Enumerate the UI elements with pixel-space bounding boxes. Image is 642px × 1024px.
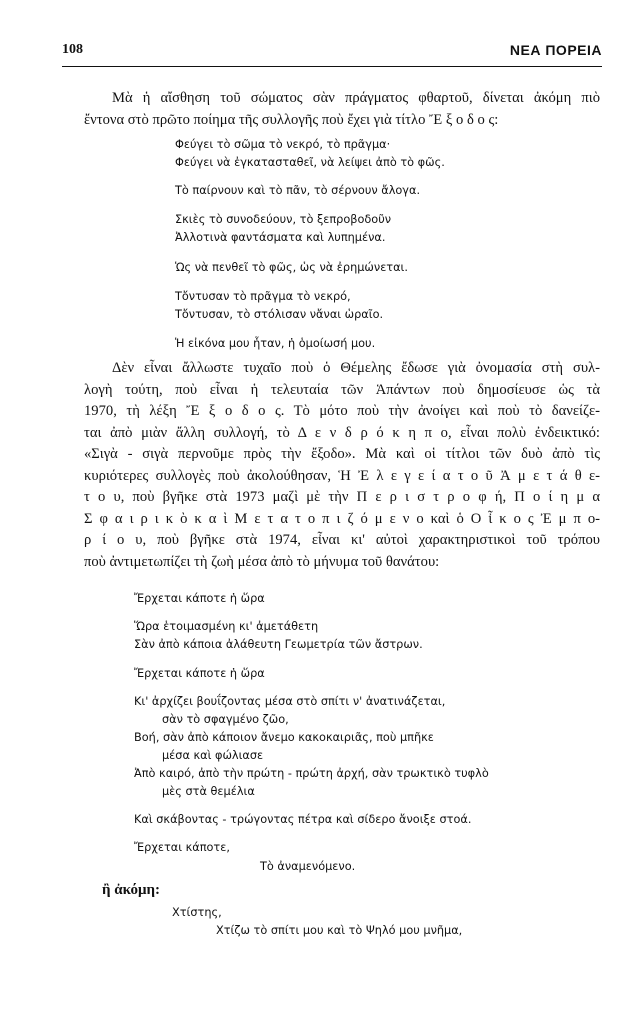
journal-title: ΝΕΑ ΠΟΡΕΙΑ (509, 42, 602, 58)
also-label: ἢ ἀκόμη: (102, 882, 161, 898)
poem-line: μέσα καὶ φώλιασε (162, 749, 264, 762)
poem-line: Χτίστης, (172, 906, 222, 919)
intro-line: ἔντονα στὸ πρῶτο ποίημα τῆς συλλογῆς ποὺ ἔχει γιὰ τίτλο Ἔ ξ ο δ ο ς: (84, 111, 499, 128)
poem-line: Κι' ἀρχίζει βουΐζοντας μέσα στὸ σπίτι ν' ἀνατινάζεται, (134, 695, 446, 708)
poem-line: Φεύγει τὸ σῶμα τὸ νεκρό, τὸ πρᾶγμα· (175, 138, 391, 151)
poem-line: Ἔρχεται κάποτε ἡ ὥρα (134, 667, 265, 680)
intro-line: Μὰ ἡ αἴσθηση τοῦ σώματος σὰν πράγματος φθαρτοῦ, δίνεται ἀκόμη πιὸ (112, 90, 600, 106)
poem-line: σὰν τὸ σφαγμένο ζῶο, (162, 713, 289, 726)
poem-line: Τὄντυσαν τὸ πρᾶγμα τὸ νεκρό, (175, 290, 351, 303)
header-rule (62, 66, 602, 67)
paragraph-line: ται ἀπὸ μιὰν ἄλλη συλλογή, τὸ Δ ε ν δ ρ ό κ η π ο, εἶναι πολὺ ἐνδεικτικό: (84, 424, 600, 441)
poem-line: Τὸ ἀναμενόμενο. (260, 860, 356, 873)
poem-line: Ὡς νὰ πενθεῖ τὸ φῶς, ὡς νὰ ἐρημώνεται. (175, 261, 408, 274)
paragraph-line: τ ο υ, ποὺ βγῆκε στὰ 1973 μαζὶ μὲ τὴν Π ε ρ ι σ τ ρ ο φ ή, Π ο ί η μ α (84, 489, 600, 505)
paragraph-line: ρ ί ο υ, ποὺ βγῆκε στὰ 1974, εἶναι κι' αὐτοὶ χαρακτηριστικοὶ τοῦ τρόπου (84, 532, 600, 548)
paragraph-line: ποὺ ἀντιμετωπίζει τὴ ζωὴ μέσα ἀπὸ τὸ μήνυμα τοῦ θανάτου: (84, 553, 440, 570)
paragraph-line: «Σιγὰ - σιγὰ περνοῦμε πρὸς τὴν ἔξοδο». Μὰ καὶ οἱ τίτλοι τῶν δυὸ ἀπὸ τὶς (84, 446, 600, 462)
poem-line: Καὶ σκάβοντας - τρώγοντας πέτρα καὶ σίδερο ἄνοιξε στοά. (134, 813, 472, 826)
page-number: 108 (62, 42, 83, 57)
poem-line: Σὰν ἀπὸ κάποια ἀλάθευτη Γεωμετρία τῶν ἄστρων. (134, 638, 423, 651)
poem-line: Βοή, σὰν ἀπὸ κάποιον ἄνεμο κακοκαιριᾶς, ποὺ μπῆκε (134, 731, 434, 744)
running-header (62, 42, 602, 62)
poem-line: Ἔρχεται κάποτε ἡ ὥρα (134, 592, 265, 605)
poem-line: Τὄντυσαν, τὸ στόλισαν νἄναι ὡραῖο. (175, 308, 384, 321)
poem-line: Ἔρχεται κάποτε, (134, 841, 230, 854)
poem-line: Σκιὲς τὸ συνοδεύουν, τὸ ξεπροβοδοῦν (175, 213, 392, 226)
paragraph-line: κυριότερες συλλογὲς ποὺ ἀκολούθησαν, Ἡ Ἐ λ ε γ ε ί α τ ο ῦ Ἀ μ ε τ ά θ ε- (84, 467, 600, 484)
paragraph-line: λογὴ τούτη, ποὺ εἶναι ἡ τελευταία τῶν Ἁπάντων ποὺ δημοσίευσε ὡς τὰ (84, 381, 600, 398)
poem-line: μὲς στὰ θεμέλια (162, 785, 255, 798)
poem-line: Χτίζω τὸ σπίτι μου καὶ τὸ Ψηλό μου μνῆμα, (216, 924, 463, 937)
paragraph-line: 1970, τὴ λέξη Ἔ ξ ο δ ο ς. Τὸ μότο ποὺ τὴν ἀνοίγει καὶ ποὺ τὸ δανείζε- (84, 403, 600, 419)
poem-line: Ἀπὸ καιρό, ἀπὸ τὴν πρώτη - πρώτη ἀρχή, σὰν τρωκτικὸ τυφλὸ (134, 767, 489, 780)
poem-line: Τὸ παίρνουν καὶ τὸ πᾶν, τὸ σέρνουν ἄλογα. (175, 184, 421, 197)
poem-line: Ἀλλοτινὰ φαντάσματα καὶ λυπημένα. (175, 231, 386, 244)
poem-line: Ὥρα ἑτοιμασμένη κι' ἀμετάθετη (134, 620, 319, 633)
paragraph-line: Σ φ α ι ρ ι κ ὸ κ α ὶ Μ ε τ α τ ο π ι ζ ό μ ε ν ο καὶ ὁ Ο ἶ κ ο ς Ἐ μ π ο- (84, 510, 600, 527)
intro-paragraph (84, 88, 600, 131)
poem-line: Ἡ εἰκόνα μου ἦταν, ἡ ὁμοίωσή μου. (175, 337, 376, 350)
paragraph-line: Δὲν εἶναι ἄλλωστε τυχαῖο ποὺ ὁ Θέμελης ἔδωσε γιὰ ὀνομασία στὴ συλ- (112, 360, 600, 376)
body-paragraph (84, 358, 600, 573)
poem-line: Φεύγει νὰ ἐγκατασταθεῖ, νὰ λείψει ἀπὸ τὸ φῶς. (175, 156, 445, 169)
